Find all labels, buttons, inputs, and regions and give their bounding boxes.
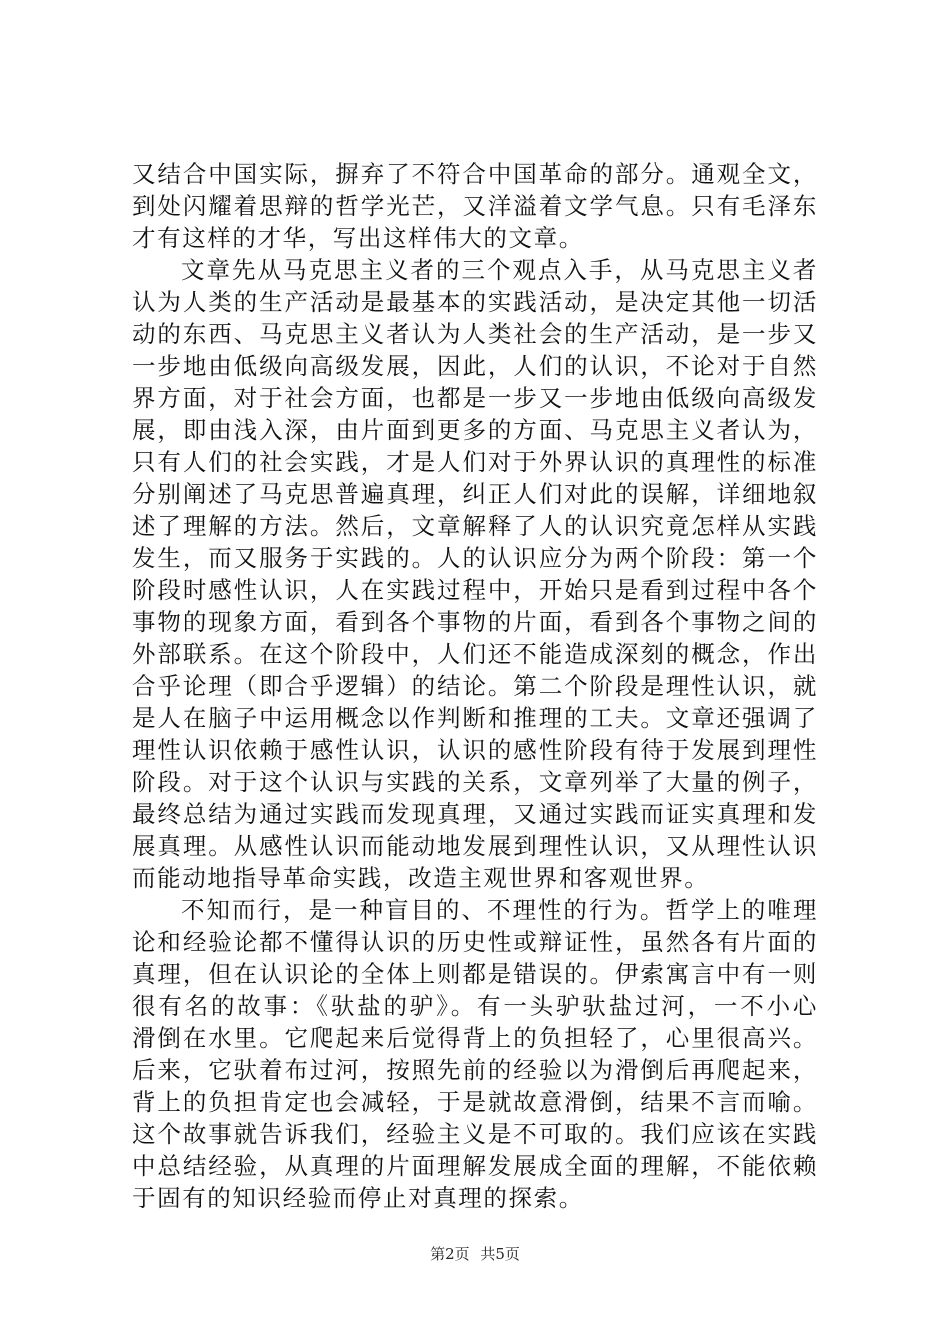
text-line: 不知而行，是一种盲目的、不理性的行为。哲学上的唯理 bbox=[181, 896, 818, 924]
text-line: 展，即由浅入深，由片面到更多的方面、马克思主义者认为， bbox=[132, 416, 818, 444]
text-line: 而能动地指导革命实践，改造主观世界和客观世界。 bbox=[132, 864, 710, 892]
text-line: 中总结经验，从真理的片面理解发展成全面的理解，不能依赖 bbox=[132, 1152, 818, 1180]
text-line: 述了理解的方法。然后，文章解释了人的认识究竟怎样从实践 bbox=[132, 512, 818, 540]
text-line: 于固有的知识经验而停止对真理的探索。 bbox=[132, 1184, 584, 1212]
text-line: 发生，而又服务于实践的。人的认识应分为两个阶段：第一个 bbox=[132, 544, 818, 572]
paragraph-1 bbox=[132, 158, 818, 254]
text-line: 背上的负担肯定也会减轻，于是就故意滑倒，结果不言而喻。 bbox=[132, 1088, 818, 1116]
text-line: 是人在脑子中运用概念以作判断和推理的工夫。文章还强调了 bbox=[132, 704, 818, 732]
text-line: 滑倒在水里。它爬起来后觉得背上的负担轻了，心里很高兴。 bbox=[132, 1024, 818, 1052]
text-line: 理性认识依赖于感性认识，认识的感性阶段有待于发展到理性 bbox=[132, 736, 818, 764]
body-text bbox=[132, 158, 818, 1214]
text-line: 很有名的故事：《驮盐的驴》。有一头驴驮盐过河，一不小心 bbox=[132, 992, 818, 1020]
text-line: 分别阐述了马克思普遍真理，纠正人们对此的误解，详细地叙 bbox=[132, 480, 818, 508]
text-line: 真理，但在认识论的全体上则都是错误的。伊索寓言中有一则 bbox=[132, 960, 818, 988]
total-pages: 共5页 bbox=[480, 1245, 520, 1263]
text-line: 外部联系。在这个阶段中，人们还不能造成深刻的概念，作出 bbox=[132, 640, 818, 668]
paragraph-2 bbox=[132, 254, 818, 894]
text-line: 又结合中国实际，摒弃了不符合中国革命的部分。通观全文， bbox=[132, 160, 818, 188]
text-line: 论和经验论都不懂得认识的历史性或辩证性，虽然各有片面的 bbox=[132, 928, 818, 956]
paragraph-3 bbox=[132, 894, 818, 1214]
text-line: 动的东西、马克思主义者认为人类社会的生产活动，是一步又 bbox=[132, 320, 818, 348]
text-line: 到处闪耀着思辩的哲学光芒，又洋溢着文学气息。只有毛泽东 bbox=[132, 192, 818, 220]
text-line: 只有人们的社会实践，才是人们对于外界认识的真理性的标准 bbox=[132, 448, 818, 476]
text-line: 认为人类的生产活动是最基本的实践活动，是决定其他一切活 bbox=[132, 288, 818, 316]
text-line: 展真理。从感性认识而能动地发展到理性认识，又从理性认识 bbox=[132, 832, 818, 860]
page-footer bbox=[0, 1244, 950, 1264]
text-line: 阶段。对于这个认识与实践的关系，文章列举了大量的例子， bbox=[132, 768, 818, 796]
text-line: 后来，它驮着布过河，按照先前的经验以为滑倒后再爬起来， bbox=[132, 1056, 818, 1084]
text-line: 文章先从马克思主义者的三个观点入手，从马克思主义者 bbox=[181, 256, 818, 284]
text-line: 这个故事就告诉我们，经验主义是不可取的。我们应该在实践 bbox=[132, 1120, 818, 1148]
page-number: 第2页 bbox=[430, 1245, 470, 1263]
text-line: 一步地由低级向高级发展，因此，人们的认识，不论对于自然 bbox=[132, 352, 818, 380]
text-line: 最终总结为通过实践而发现真理，又通过实践而证实真理和发 bbox=[132, 800, 818, 828]
text-line: 合乎论理（即合乎逻辑）的结论。第二个阶段是理性认识，就 bbox=[132, 672, 818, 700]
text-line: 阶段时感性认识，人在实践过程中，开始只是看到过程中各个 bbox=[132, 576, 818, 604]
text-line: 界方面，对于社会方面，也都是一步又一步地由低级向高级发 bbox=[132, 384, 818, 412]
text-line: 才有这样的才华，写出这样伟大的文章。 bbox=[132, 224, 584, 252]
text-line: 事物的现象方面，看到各个事物的片面，看到各个事物之间的 bbox=[132, 608, 818, 636]
